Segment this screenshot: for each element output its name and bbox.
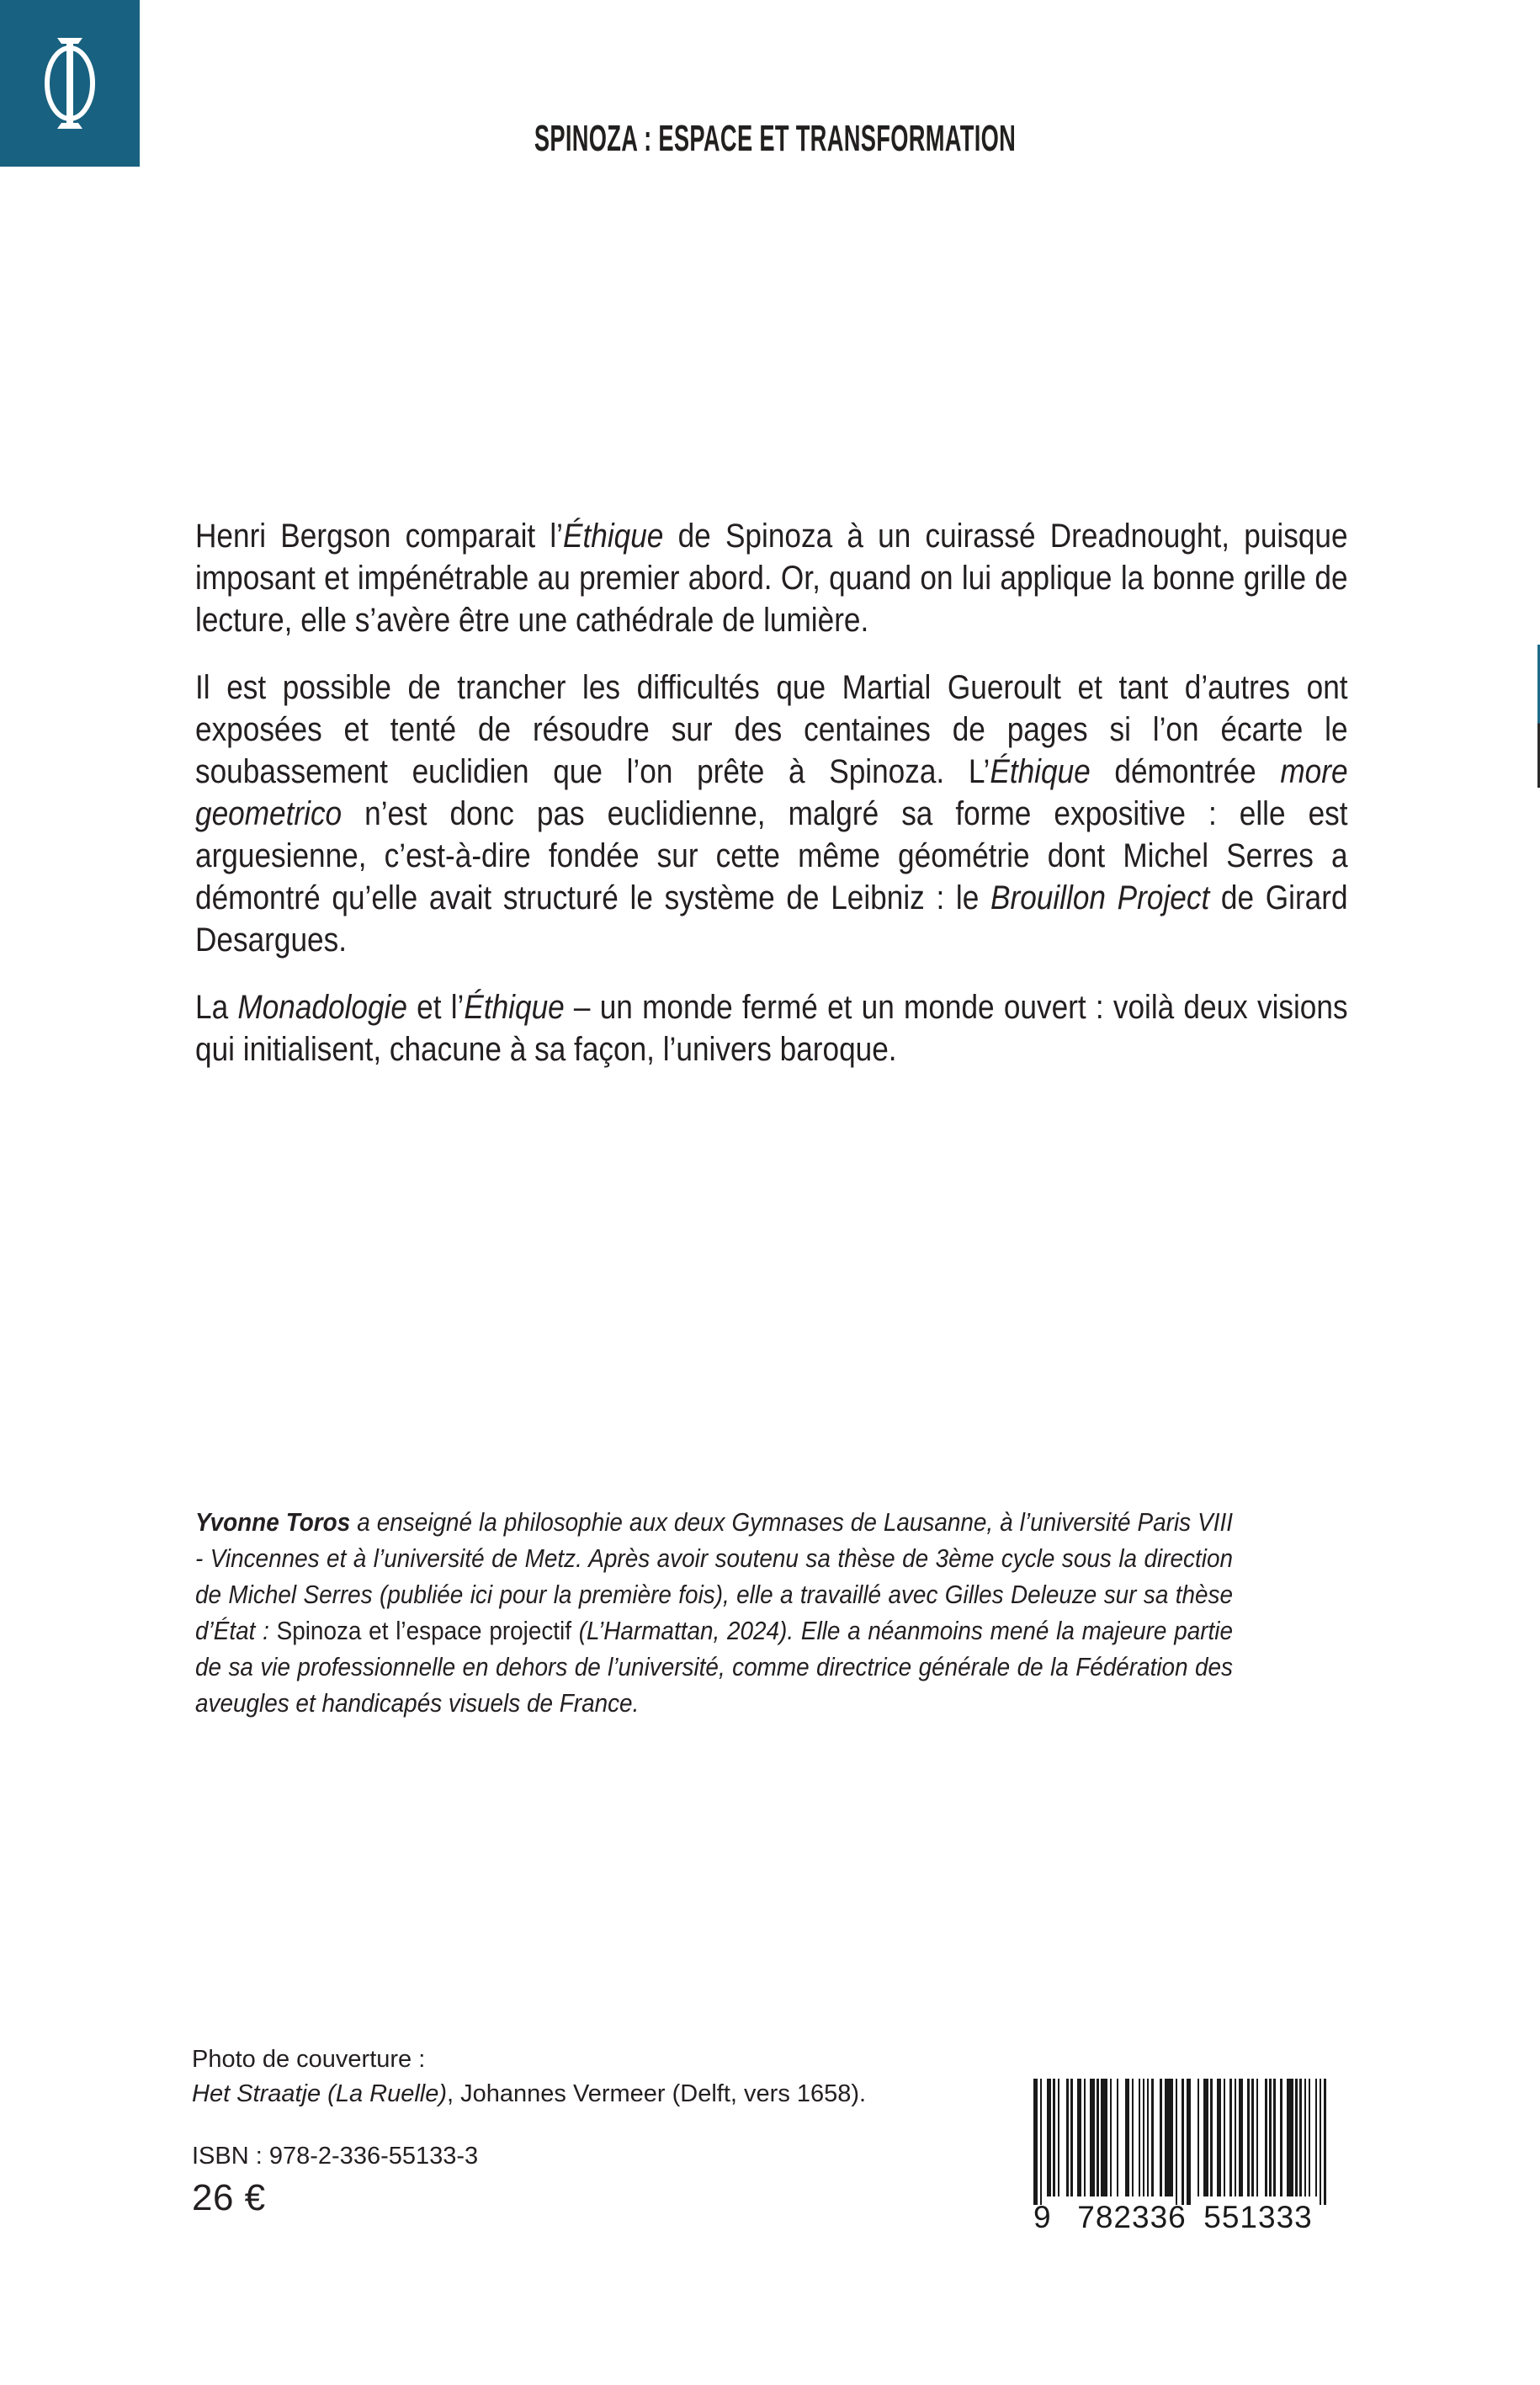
text-run: de Girard Desargues. <box>195 879 1348 959</box>
text-run: n’est donc pas euclidienne, malgré sa forme expositive : elle est arguesienne, c’est-à-dire fondée sur cette même géométrie dont Michel Serres a démontré qu’elle avait structuré le système de Leibniz : le <box>195 795 1348 916</box>
publisher-logo-block <box>0 0 140 167</box>
barcode-module <box>1326 2079 1329 2205</box>
italic-run: Éthique <box>563 518 664 555</box>
colophon <box>192 2042 949 2218</box>
text-run: Il est possible de trancher les difficultés que Martial Gueroult et tant d’autres ont exposées et tenté de résoudre sur des centaines de pages si l’on écarte le soubassement euclidien que l’on prête à Spinoza. L’ <box>195 669 1348 790</box>
barcode-module <box>1165 2079 1173 2196</box>
italic-run: Éthique <box>990 753 1091 790</box>
text-run: et l’ <box>406 989 465 1026</box>
bio-text: . Elle a néanmoins mené la majeure partie de sa vie professionnelle en dehors de l’université, comme directrice générale de la Fédération des aveugles et handicapés visuels de France. <box>195 1616 1233 1718</box>
blurb-paragraph <box>195 986 1348 1070</box>
barcode-module <box>1154 2079 1160 2196</box>
cover-photo-credit <box>192 2077 949 2111</box>
barcode-digits <box>1033 2200 1328 2235</box>
barcode-module <box>1191 2079 1197 2196</box>
book-title: SPINOZA : ESPACE ET TRANSFORMATION <box>534 118 1017 159</box>
italic-run: Éthique <box>464 989 565 1026</box>
bio-text: a enseigné la philosophie aux deux Gymnases de Lausanne, à l’université Paris VIII - Vincennes et à l’université de Metz. Après avoir soutenu sa thèse de 3ème cycle sous la direction de Michel Serres (publiée ici pour la première fois), elle a travaillé avec Gilles Deleuze sur sa thèse d’État : <box>195 1507 1233 1645</box>
cover-photo-label: Photo de couverture : <box>192 2046 426 2073</box>
text-run: La <box>195 989 238 1026</box>
blurb <box>195 515 1348 1070</box>
blurb-paragraph <box>195 515 1348 641</box>
barcode-module <box>1118 2079 1125 2196</box>
author-biography <box>195 1504 1233 1721</box>
barcode-module <box>1101 2079 1107 2196</box>
text-run: Henri Bergson comparait l’ <box>195 518 564 555</box>
price: 26 € <box>192 2177 266 2218</box>
barcode-module <box>1059 2079 1066 2196</box>
isbn: ISBN : 978-2-336-55133-3 <box>192 2143 479 2170</box>
text-run: démontrée <box>1090 753 1281 790</box>
barcode-bars <box>1033 2079 1328 2196</box>
artwork-title: Het Straatje (La Ruelle) <box>192 2080 448 2107</box>
referenced-work-publisher: (L’Harmattan, 2024) <box>571 1616 788 1645</box>
blurb-paragraph <box>195 667 1348 961</box>
artwork-credit: , Johannes Vermeer (Delft, vers 1658). <box>447 2080 867 2107</box>
italic-run: more geometrico <box>195 753 1348 832</box>
barcode-right-group: 551333 <box>1203 2200 1313 2234</box>
italic-run: Monadologie <box>237 989 407 1026</box>
barcode-module <box>1287 2079 1293 2196</box>
barcode-lead-digit: 9 <box>1033 2200 1052 2234</box>
italic-run: Brouillon Project <box>990 879 1210 916</box>
author-name: Yvonne Toros <box>195 1507 351 1537</box>
barcode-left-group: 782336 <box>1077 2200 1187 2234</box>
ean13-barcode <box>1033 2079 1328 2235</box>
text-run: – un monde fermé et un monde ouvert : voilà deux visions qui initialisent, chacune à sa façon, l’univers baroque. <box>195 989 1348 1068</box>
phi-logo-icon <box>0 0 140 167</box>
barcode-module <box>1258 2079 1265 2196</box>
text-run: de Spinoza à un cuirassé Dreadnought, puisque imposant et impénétrable au premier abord. Or, quand on lui applique la bonne grille de lecture, elle s’avère être une cathédrale de lumière. <box>195 518 1348 639</box>
referenced-work-title: Spinoza et l’espace projectif <box>276 1616 572 1645</box>
